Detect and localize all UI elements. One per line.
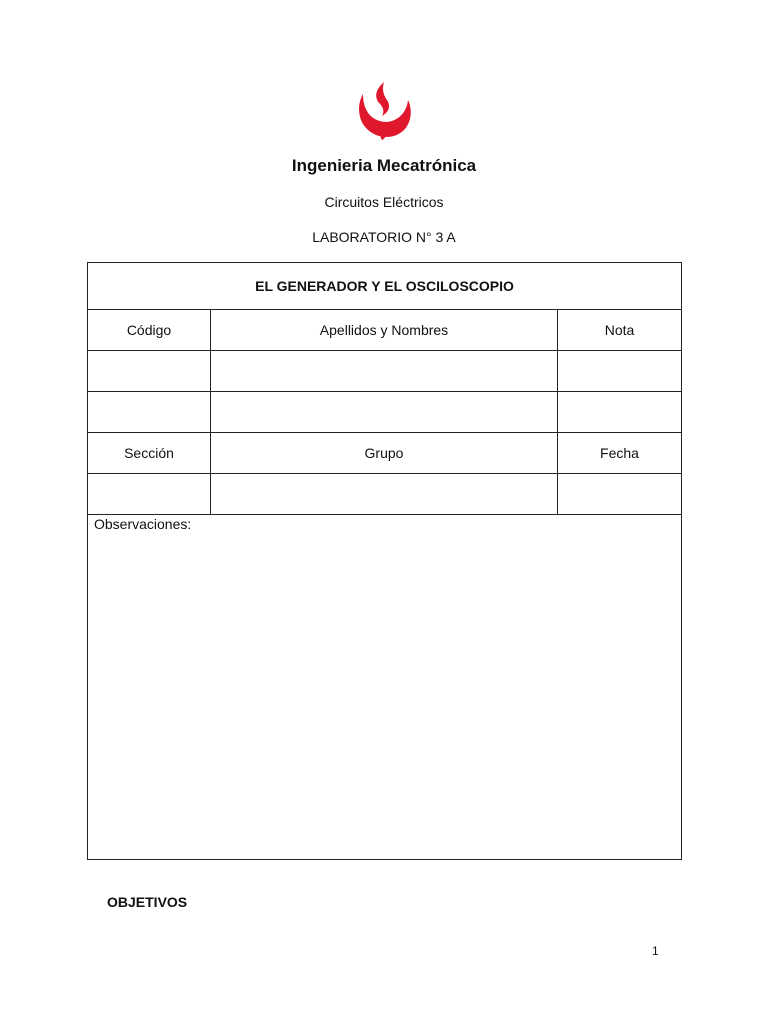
lab-number: LABORATORIO N° 3 A: [312, 229, 456, 245]
course-name: Circuitos Eléctricos: [324, 194, 444, 210]
fecha-header: Fecha: [558, 433, 682, 474]
page-title: Ingenieria Mecatrónica: [291, 156, 477, 175]
seccion-header: Sección: [88, 433, 211, 474]
nota-cell-1[interactable]: [558, 351, 682, 392]
codigo-cell-1[interactable]: [88, 351, 211, 392]
seccion-cell[interactable]: [88, 474, 211, 515]
grupo-header: Grupo: [211, 433, 558, 474]
codigo-cell-2[interactable]: [88, 392, 211, 433]
university-flame-logo-icon: [353, 80, 415, 142]
nota-header: Nota: [558, 310, 682, 351]
objetivos-heading: OBJETIVOS: [107, 894, 188, 910]
nombre-cell-2[interactable]: [211, 392, 558, 433]
form-title: EL GENERADOR Y EL OSCILOSCOPIO: [88, 263, 682, 310]
observaciones-label: Observaciones:: [94, 516, 192, 532]
nota-cell-2[interactable]: [558, 392, 682, 433]
observaciones-box[interactable]: [88, 515, 682, 860]
fecha-cell[interactable]: [558, 474, 682, 515]
codigo-header: Código: [88, 310, 211, 351]
nombre-cell-1[interactable]: [211, 351, 558, 392]
page-number: 1: [652, 944, 659, 958]
grupo-cell[interactable]: [211, 474, 558, 515]
lab-form-table: [87, 262, 682, 860]
apellidos-nombres-header: Apellidos y Nombres: [211, 310, 558, 351]
